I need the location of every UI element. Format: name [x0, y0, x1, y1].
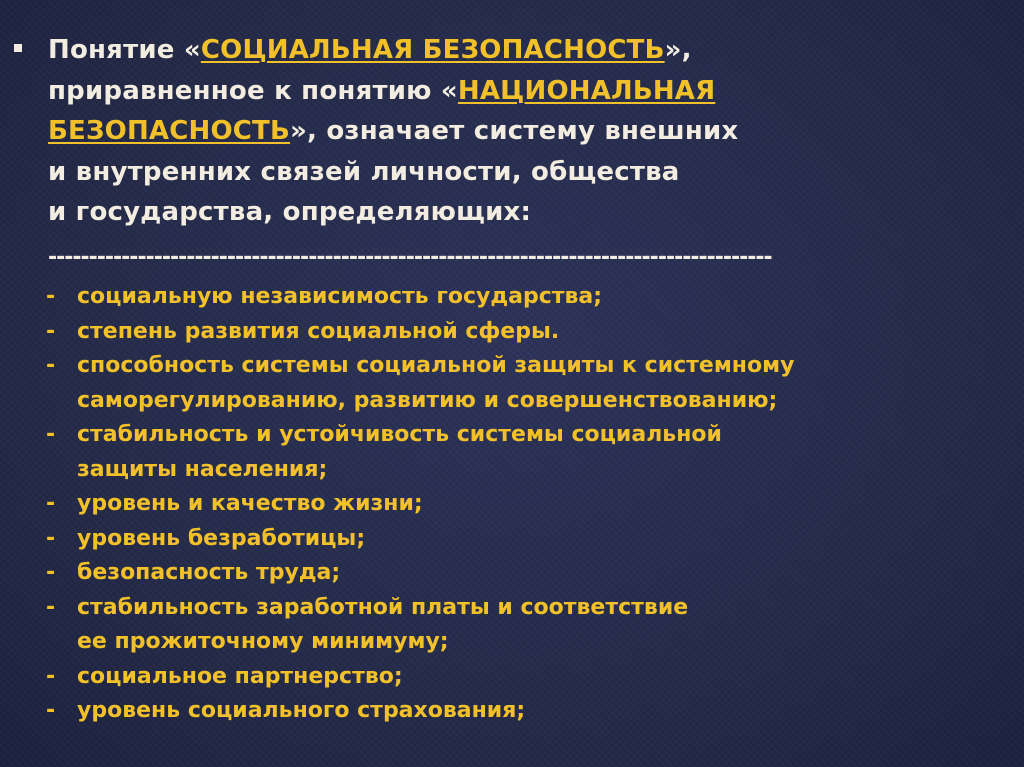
highlight-term-security: БЕЗОПАСНОСТЬ	[48, 116, 291, 146]
list-item-text: защиты населения;	[77, 456, 328, 482]
list-item-text: стабильность и устойчивость системы социальной	[77, 422, 722, 447]
list-item-text: стабильность заработной платы и соответствие	[77, 594, 689, 620]
list-item	[46, 556, 1016, 591]
intro-line: БЕЗОПАСНОСТЬ», означает систему внешних	[48, 116, 739, 146]
list-item-text: безопасность труда;	[77, 560, 341, 585]
intro-line: и внутренних связей личности, общества	[48, 156, 680, 187]
dash-marker: -	[46, 318, 56, 344]
list-item	[46, 349, 1016, 418]
list-item-text: социальную независимость государства;	[77, 284, 603, 309]
list-item-text: способность системы социальной защиты к системному	[77, 353, 795, 378]
intro-paragraph	[48, 30, 1008, 233]
dash-marker: -	[46, 560, 56, 585]
list-item	[46, 522, 1016, 557]
highlight-term-social-security: СОЦИАЛЬНАЯ БЕЗОПАСНОСТЬ	[200, 35, 665, 65]
list-item-text: саморегулированию, развитию и совершенствованию;	[77, 387, 778, 413]
dash-marker: -	[46, 284, 56, 309]
dash-marker: -	[46, 663, 56, 689]
dash-marker: -	[46, 491, 56, 516]
list-item-text: уровень безработицы;	[77, 525, 366, 551]
dash-marker: -	[46, 422, 56, 447]
dash-marker: -	[46, 525, 56, 551]
intro-line: приравненное к понятию «НАЦИОНАЛЬНАЯ	[48, 75, 716, 106]
list-item	[46, 418, 1016, 487]
dashed-separator: -----------------------------------------------------------------------------------------	[48, 246, 772, 270]
list-item	[46, 660, 1016, 695]
criteria-list	[46, 280, 1016, 729]
dash-marker: -	[46, 353, 56, 378]
highlight-term-national: НАЦИОНАЛЬНАЯ	[457, 75, 716, 106]
list-item	[46, 280, 1016, 315]
intro-line: Понятие «СОЦИАЛЬНАЯ БЕЗОПАСНОСТЬ»,	[48, 35, 692, 65]
list-item	[46, 487, 1016, 522]
list-item	[46, 694, 1016, 729]
list-item-text: степень развития социальной сферы.	[77, 318, 560, 344]
list-item	[46, 591, 1016, 660]
dash-marker: -	[46, 594, 56, 620]
list-item-text: уровень и качество жизни;	[77, 491, 423, 516]
intro-line: и государства, определяющих:	[48, 197, 532, 227]
list-item-text: социальное партнерство;	[77, 663, 403, 689]
list-item	[46, 315, 1016, 350]
dash-marker: -	[46, 698, 56, 723]
square-bullet-icon	[14, 44, 22, 52]
list-item-text: ее прожиточному минимуму;	[77, 629, 449, 654]
list-item-text: уровень социального страхования;	[77, 698, 526, 723]
